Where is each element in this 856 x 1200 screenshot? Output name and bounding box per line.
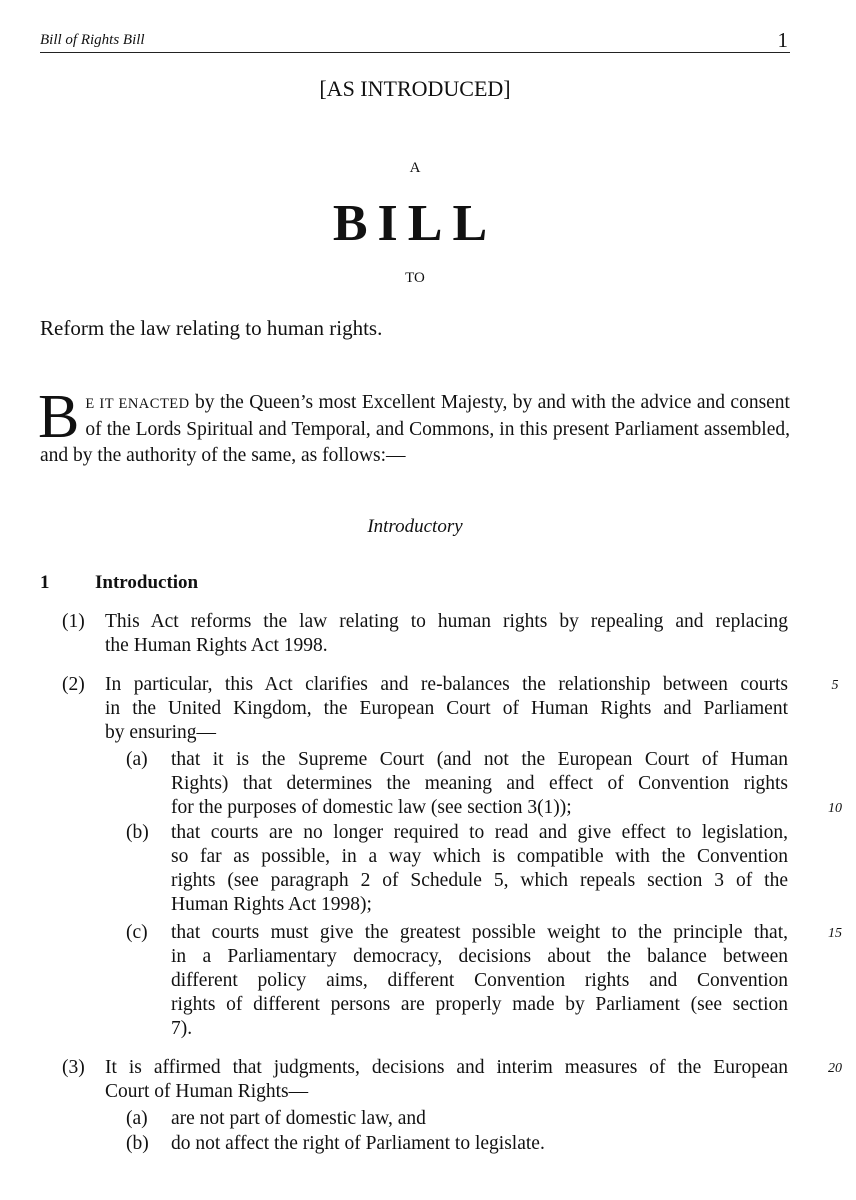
subsection-label: (2) [62,674,85,695]
text-line: the Human Rights Act 1998. [105,635,328,656]
text-line: are not part of domestic law, and [171,1108,426,1129]
paragraph-label: (c) [126,922,148,943]
enacting-formula [38,383,791,469]
text-line: so far as possible, in a way which is compatible with the Convention [171,846,788,867]
text-line: that courts must give the greatest possible weight to the principle that, [171,922,788,943]
cross-heading: Introductory [367,516,463,537]
margin-line-number: 15 [828,926,842,941]
paragraph-label: (b) [126,822,149,843]
enacting-smallcaps: E IT ENACTED [85,396,190,412]
text-line: It is affirmed that judgments, decisions and interim measures of the European [105,1057,788,1078]
page-number: 1 [777,28,788,52]
drop-cap: B [38,383,80,451]
section-title: Introduction [95,572,199,593]
subsection-label: (3) [62,1057,85,1078]
margin-line-number: 5 [831,678,839,693]
a-line: A [409,160,421,176]
section-number: 1 [40,572,50,593]
text-line: Court of Human Rights— [105,1081,309,1102]
text-line: by ensuring— [105,722,217,743]
text-line: in the United Kingdom, the European Court of Human Rights and Parliament [105,698,788,719]
margin-line-number: 20 [828,1061,842,1076]
bill-status: [AS INTRODUCED] [319,76,511,101]
text-line: different policy aims, different Convention rights and Convention [171,970,788,991]
paragraph-label: (b) [126,1133,149,1154]
text-line: rights (see paragraph 2 of Schedule 5, which repeals section 3 of the [171,870,788,891]
enacting-text-2: and consent of the Lords Spiritual and Temporal, and Commons, in this present [85,392,790,440]
text-line: that courts are no longer required to read and give effect to legislation, [171,822,788,843]
subsection-label: (1) [62,611,85,632]
text-line: do not affect the right of Parliament to legislate. [171,1133,545,1154]
text-line: In particular, this Act clarifies and re-balances the relationship between courts [105,674,788,695]
text-line: rights of different persons are properly made by Parliament (see section [171,994,788,1015]
text-line: for the purposes of domestic law (see section 3(1)); [171,797,572,818]
running-header [40,30,790,53]
text-line: Human Rights Act 1998); [171,894,372,915]
bill-title: BILL [332,195,498,252]
text-line: that it is the Supreme Court (and not the European Court of Human [171,749,788,770]
enacting-text-1: by the Queen’s most Excellent Majesty, by and with the advice [189,392,692,413]
long-title: Reform the law relating to human rights. [40,316,383,340]
text-line: This Act reforms the law relating to human rights by repealing and replacing [105,611,788,632]
text-line: in a Parliamentary democracy, decisions about the balance between [171,946,788,967]
to-line: TO [405,270,425,286]
text-line: Rights) that determines the meaning and effect of Convention rights [171,773,788,794]
margin-line-number: 10 [828,801,842,816]
paragraph-label: (a) [126,1108,148,1129]
enacting-text-3: Parliament assembled, and by the authority of the same, as follows:— [40,419,791,466]
text-line: 7). [171,1018,193,1039]
paragraph-label: (a) [126,749,148,770]
running-title: Bill of Rights Bill [40,32,145,48]
